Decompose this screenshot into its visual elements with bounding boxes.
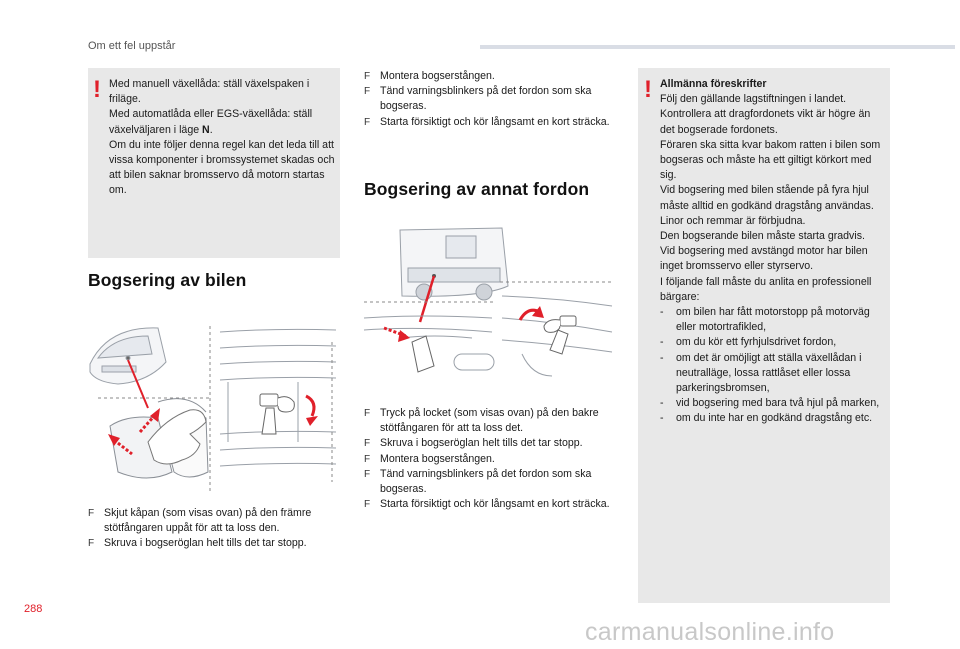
step-other-2	[364, 436, 610, 451]
case-item	[660, 335, 886, 350]
illustration-front-bumper	[88, 322, 338, 492]
rule-paragraph: I följande fall måste du anlita en professionell bärgare:	[660, 275, 872, 303]
step-own-1	[88, 506, 340, 536]
rule-paragraph: Den bogserande bilen måste starta gradvis.	[660, 230, 865, 243]
rule-paragraph: Föraren ska sitta kvar bakom ratten i bilen som bogseras och måste ha ett giltigt körkort med sig.	[660, 138, 881, 182]
bullet-icon: F	[364, 71, 371, 82]
front-bumper-drawing	[88, 322, 338, 492]
step-other-5	[364, 497, 610, 512]
step-text: Skjut kåpan (som visas ovan) på den främre stötfångaren uppåt för att ta loss den.	[104, 507, 312, 535]
section-title-own-car: Bogsering av bilen	[88, 270, 247, 290]
case-item	[660, 411, 886, 426]
bullet-icon: F	[364, 86, 371, 98]
case-item	[660, 396, 886, 411]
bullet-icon: F	[364, 438, 371, 450]
dash-icon: -	[660, 351, 664, 364]
step-text: Tryck på locket (som visas ovan) på den bakre stötfångaren för att ta loss det.	[380, 407, 599, 435]
rule-paragraph: Vid bogsering med avstängd motor har bilen inget bromsservo eller styrservo.	[660, 245, 868, 273]
bullet-icon: F	[364, 468, 371, 480]
steps-own-car	[88, 506, 340, 552]
header-rule	[480, 45, 955, 49]
case-item	[660, 305, 886, 335]
warning-line-auto-text: Med automatlåda eller EGS-växellåda: ställ växelväljaren i läge	[109, 108, 313, 136]
warning-box-general	[638, 68, 890, 603]
warning-line-manual: Med manuell växellåda: ställ växelspaken i friläge.	[109, 78, 310, 106]
step-text: Starta försiktigt och kör långsamt en kort sträcka.	[380, 498, 610, 511]
step-text: Montera bogserstången.	[380, 452, 495, 465]
watermark-logo: carmanualsonline.info	[585, 618, 835, 646]
warning-text	[109, 77, 335, 199]
case-text: vid bogsering med bara två hjul på marken,	[676, 397, 880, 410]
warning-line-consequence: Om du inte följer denna regel kan det leda till att vissa komponenter i bromssystemet skadas och att bilen saknar bromsservo då motorn startas om.	[109, 138, 335, 197]
running-header: Om ett fel uppstår	[88, 40, 176, 52]
bullet-icon: F	[88, 538, 95, 550]
step-mid-2	[364, 84, 610, 114]
step-mid-3	[364, 115, 610, 130]
bullet-icon: F	[364, 453, 371, 465]
case-text: om du kör ett fyrhjulsdrivet fordon,	[676, 336, 837, 349]
case-item	[660, 351, 886, 397]
warning-line-auto: Med automatlåda eller EGS-växellåda: ställ växelväljaren i läge N.	[109, 108, 313, 136]
step-text: Tänd varningsblinkers på det fordon som ska bogseras.	[380, 467, 592, 496]
bullet-icon: F	[88, 508, 95, 519]
case-text: om det är omöjligt att ställa växellådan i neutralläge, lossa rattlåset eller lossa parkeringsbromsen,	[676, 351, 862, 395]
rule-paragraph: Vid bogsering med bilen stående på fyra hjul måste alltid en godkänd dragstång användas. Linor och remmar är förbjudna.	[660, 184, 874, 227]
dash-icon: -	[660, 397, 664, 410]
general-rules-heading	[660, 77, 886, 92]
step-other-4	[364, 467, 610, 497]
step-other-1	[364, 406, 610, 436]
general-rules-text	[660, 77, 886, 427]
bullet-icon: F	[364, 116, 371, 128]
dash-icon: -	[660, 412, 664, 425]
illustration-rear-bumper	[362, 226, 614, 388]
dash-icon: -	[660, 306, 664, 319]
steps-other-vehicle	[364, 406, 610, 512]
step-own-2	[88, 536, 340, 551]
warning-box-gear	[88, 68, 340, 258]
bullet-icon: F	[364, 499, 371, 511]
step-text: Skruva i bogseröglan helt tills det tar stopp.	[104, 537, 307, 550]
section-title-other-vehicle: Bogsering av annat fordon	[364, 179, 590, 199]
case-text: om du inte har en godkänd dragstång etc.	[676, 412, 873, 425]
case-text: om bilen har fått motorstopp på motorväg eller motortrafikled,	[676, 306, 870, 334]
step-text: Skruva i bogseröglan helt tills det tar stopp.	[380, 437, 583, 450]
gear-position-n: N	[202, 123, 210, 136]
step-text: Tänd varningsblinkers på det fordon som ska bogseras.	[380, 85, 592, 113]
step-text: Starta försiktigt och kör långsamt en kort sträcka.	[380, 115, 610, 128]
warning-icon: !	[93, 76, 101, 103]
bullet-icon: F	[364, 408, 371, 419]
rule-paragraph: Kontrollera att dragfordonets vikt är högre än det bogserade fordonets.	[660, 108, 871, 136]
dash-icon: -	[660, 336, 664, 349]
steps-mid-top	[364, 69, 610, 130]
rule-paragraph: Följ den gällande lagstiftningen i landet.	[660, 93, 847, 106]
professional-cases-list	[660, 305, 886, 427]
step-mid-1	[364, 69, 610, 84]
step-other-3	[364, 452, 610, 467]
rear-bumper-drawing	[362, 226, 614, 388]
general-rules-heading-text: Allmänna föreskrifter	[660, 78, 767, 90]
page-number: 288	[24, 603, 43, 615]
warning-icon: !	[644, 76, 652, 103]
step-text: Montera bogserstången.	[380, 70, 495, 82]
